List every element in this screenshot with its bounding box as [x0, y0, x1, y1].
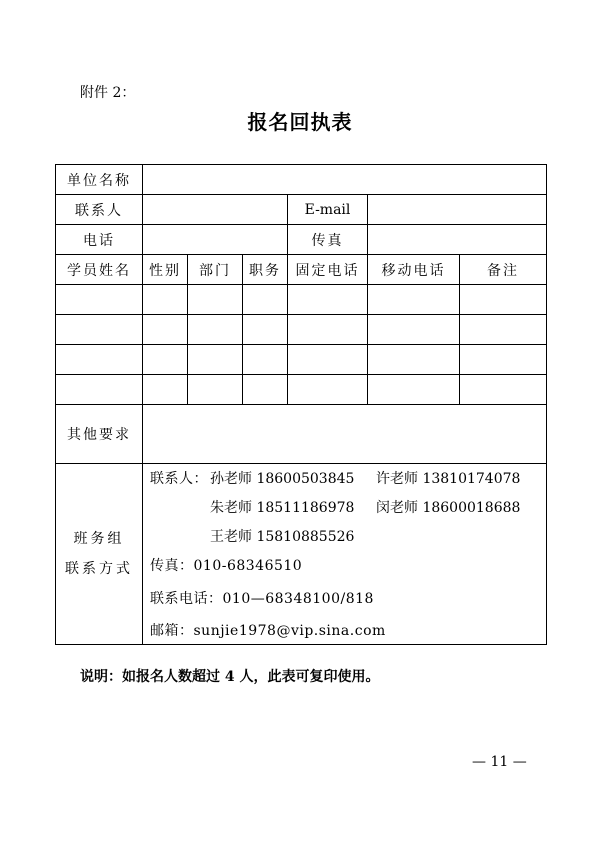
contact-row	[56, 195, 547, 225]
table-cell[interactable]	[56, 315, 143, 345]
table-row	[56, 375, 547, 405]
contact-field[interactable]	[143, 195, 288, 225]
other-requirements-row	[56, 405, 547, 464]
table-cell[interactable]	[288, 345, 368, 375]
table-cell[interactable]	[368, 285, 460, 315]
column-header-mobile: 移动电话	[368, 255, 460, 285]
contact-email: 邮箱：sunjie1978@vip.sina.com	[150, 623, 386, 639]
table-cell[interactable]	[188, 375, 243, 405]
table-cell[interactable]	[188, 315, 243, 345]
other-requirements-label: 其他要求	[56, 405, 143, 464]
table-cell[interactable]	[143, 285, 188, 315]
unit-name-field[interactable]	[143, 165, 547, 195]
column-header-remarks: 备注	[460, 255, 547, 285]
table-cell[interactable]	[460, 345, 547, 375]
column-header-landline: 固定电话	[288, 255, 368, 285]
table-cell[interactable]	[56, 345, 143, 375]
phone-field[interactable]	[143, 225, 288, 255]
contact-label: 联系人	[56, 195, 143, 225]
footnote: 说明：如报名人数超过 4 人，此表可复印使用。	[80, 669, 380, 685]
table-cell[interactable]	[368, 375, 460, 405]
table-cell[interactable]	[460, 285, 547, 315]
class-group-label	[56, 464, 143, 645]
fax-label: 传真	[288, 225, 368, 255]
class-group-label-line1: 班务组	[73, 531, 125, 547]
table-row	[56, 315, 547, 345]
contact-phone: 联系电话：010—68348100/818	[150, 591, 374, 607]
table-cell[interactable]	[243, 345, 288, 375]
contact-fax: 传真：010-68346510	[150, 558, 303, 574]
contact-min: 闵老师 18600018688	[376, 500, 521, 516]
phone-row	[56, 225, 547, 255]
table-cell[interactable]	[368, 345, 460, 375]
page-title: 报名回执表	[247, 110, 353, 134]
table-cell[interactable]	[143, 375, 188, 405]
table-cell[interactable]	[56, 375, 143, 405]
fax-field[interactable]	[368, 225, 547, 255]
contact-zhu: 朱老师 18511186978	[210, 500, 355, 516]
other-requirements-field[interactable]	[143, 405, 547, 464]
registration-form-table	[55, 164, 547, 645]
contact-prefix: 联系人：	[150, 471, 208, 487]
table-row	[56, 345, 547, 375]
unit-name-label: 单位名称	[56, 165, 143, 195]
table-cell[interactable]	[460, 375, 547, 405]
unit-row	[56, 165, 547, 195]
table-cell[interactable]	[243, 315, 288, 345]
class-group-contact-row	[56, 464, 547, 645]
contact-wang: 王老师 15810885526	[210, 529, 355, 545]
table-cell[interactable]	[188, 345, 243, 375]
contact-xu: 许老师 13810174078	[376, 471, 521, 487]
table-cell[interactable]	[368, 315, 460, 345]
table-cell[interactable]	[288, 375, 368, 405]
column-header-position: 职务	[243, 255, 288, 285]
class-group-contact-info	[143, 464, 547, 645]
page-number: — 11 —	[472, 754, 527, 770]
table-cell[interactable]	[143, 345, 188, 375]
column-header-row	[56, 255, 547, 285]
contact-sun: 孙老师 18600503845	[210, 471, 355, 487]
table-cell[interactable]	[288, 315, 368, 345]
table-cell[interactable]	[460, 315, 547, 345]
table-cell[interactable]	[143, 315, 188, 345]
phone-label: 电话	[56, 225, 143, 255]
column-header-name: 学员姓名	[56, 255, 143, 285]
email-label: E-mail	[288, 195, 368, 225]
class-group-label-line2: 联系方式	[65, 561, 133, 577]
email-field[interactable]	[368, 195, 547, 225]
table-row	[56, 285, 547, 315]
column-header-department: 部门	[188, 255, 243, 285]
table-cell[interactable]	[188, 285, 243, 315]
table-cell[interactable]	[243, 285, 288, 315]
attachment-label: 附件 2：	[80, 85, 136, 101]
table-cell[interactable]	[243, 375, 288, 405]
table-cell[interactable]	[56, 285, 143, 315]
column-header-gender: 性别	[143, 255, 188, 285]
table-cell[interactable]	[288, 285, 368, 315]
